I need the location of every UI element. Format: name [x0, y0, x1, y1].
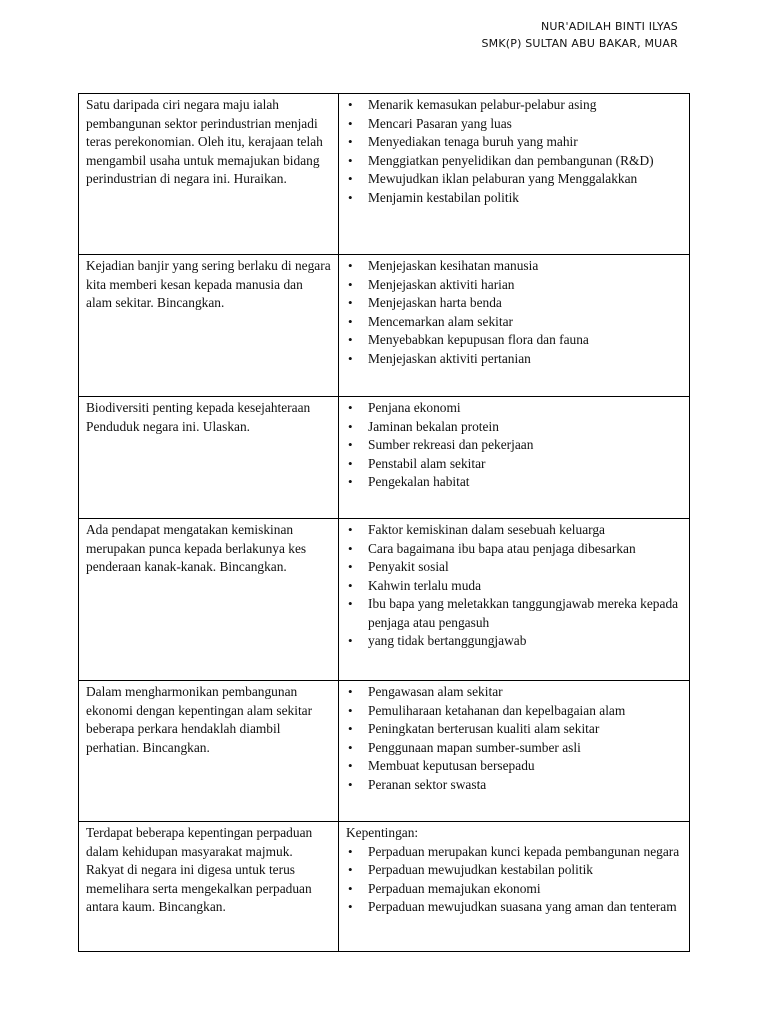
answer-point: • Mewujudkan iklan pelaburan yang Menggalakkan	[346, 170, 683, 189]
answer-list	[346, 257, 683, 368]
answer-point: • Jaminan bekalan protein	[346, 418, 683, 437]
answer-intro: Kepentingan:	[346, 825, 419, 840]
answer-point: • Membuat keputusan bersepadu	[346, 757, 683, 776]
answer-list	[346, 96, 683, 207]
answer-point: • Sumber rekreasi dan pekerjaan	[346, 436, 683, 455]
answer-cell	[339, 519, 690, 681]
answer-cell	[339, 681, 690, 822]
school-name: SMK(P) SULTAN ABU BAKAR, MUAR	[481, 37, 678, 50]
answer-cell	[339, 397, 690, 519]
answer-point: • Menggiatkan penyelidikan dan pembangunan (R&D)	[346, 152, 683, 171]
table-row	[79, 681, 690, 822]
answer-cell	[339, 822, 690, 952]
answer-list	[346, 399, 683, 492]
answer-point: • Peningkatan berterusan kualiti alam sekitar	[346, 720, 683, 739]
answer-point: • Kahwin terlalu muda	[346, 577, 683, 596]
answer-cell	[339, 255, 690, 397]
question-cell: Satu daripada ciri negara maju ialah pembangunan sektor perindustrian menjadi teras perekonomian. Oleh itu, kerajaan telah mengambil usaha untuk memajukan bidang perindustrian di negara ini. Huraikan.	[79, 94, 339, 255]
answer-point: • Faktor kemiskinan dalam sesebuah keluarga	[346, 521, 683, 540]
answer-point: • Pengekalan habitat	[346, 473, 683, 492]
table-row	[79, 822, 690, 952]
table-row	[79, 255, 690, 397]
author-name: NUR'ADILAH BINTI ILYAS	[540, 20, 678, 33]
answer-point: • Menjejaskan kesihatan manusia	[346, 257, 683, 276]
question-cell: Ada pendapat mengatakan kemiskinan merupakan punca kepada berlakunya kes penderaan kanak-kanak. Bincangkan.	[79, 519, 339, 681]
answer-point: • Peranan sektor swasta	[346, 776, 683, 795]
answer-point: • Penstabil alam sekitar	[346, 455, 683, 474]
question-answer-table	[78, 93, 690, 952]
answer-point: • Penjana ekonomi	[346, 399, 683, 418]
answer-point: • Perpaduan merupakan kunci kepada pembangunan negara	[346, 843, 683, 862]
answer-point: • Penyakit sosial	[346, 558, 683, 577]
answer-point: • Mencemarkan alam sekitar	[346, 313, 683, 332]
document-header	[481, 18, 678, 52]
answer-cell	[339, 94, 690, 255]
answer-point: • Menarik kemasukan pelabur-pelabur asing	[346, 96, 683, 115]
answer-point: • yang tidak bertanggungjawab	[346, 632, 683, 651]
question-cell: Kejadian banjir yang sering berlaku di negara kita memberi kesan kepada manusia dan alam sekitar. Bincangkan.	[79, 255, 339, 397]
table-row	[79, 397, 690, 519]
answer-point: • Penggunaan mapan sumber-sumber asli	[346, 739, 683, 758]
answer-point: • Menjejaskan aktiviti harian	[346, 276, 683, 295]
answer-point: • Menjejaskan aktiviti pertanian	[346, 350, 683, 369]
answer-point: • Ibu bapa yang meletakkan tanggungjawab mereka kepada penjaga atau pengasuh	[346, 595, 683, 632]
question-cell: Dalam mengharmonikan pembangunan ekonomi dengan kepentingan alam sekitar beberapa perkara hendaklah diambil perhatian. Bincangkan.	[79, 681, 339, 822]
table-row	[79, 94, 690, 255]
answer-point: • Menjejaskan harta benda	[346, 294, 683, 313]
answer-point: • Perpaduan mewujudkan suasana yang aman dan tenteram	[346, 898, 683, 917]
answer-point: • Perpaduan memajukan ekonomi	[346, 880, 683, 899]
answer-list	[346, 683, 683, 794]
answer-point: • Menjamin kestabilan politik	[346, 189, 683, 208]
answer-point: • Menyebabkan kepupusan flora dan fauna	[346, 331, 683, 350]
answer-point: • Pemuliharaan ketahanan dan kepelbagaian alam	[346, 702, 683, 721]
answer-point: • Cara bagaimana ibu bapa atau penjaga dibesarkan	[346, 540, 683, 559]
answer-point: • Mencari Pasaran yang luas	[346, 115, 683, 134]
question-cell: Terdapat beberapa kepentingan perpaduan dalam kehidupan masyarakat majmuk. Rakyat di negara ini digesa untuk terus memelihara serta mengekalkan perpaduan antara kaum. Bincangkan.	[79, 822, 339, 952]
answer-list	[346, 521, 683, 651]
answer-list	[346, 843, 683, 917]
answer-point: • Pengawasan alam sekitar	[346, 683, 683, 702]
answer-point: • Menyediakan tenaga buruh yang mahir	[346, 133, 683, 152]
answer-point: • Perpaduan mewujudkan kestabilan politik	[346, 861, 683, 880]
table-row	[79, 519, 690, 681]
question-cell: Biodiversiti penting kepada kesejahteraan Penduduk negara ini. Ulaskan.	[79, 397, 339, 519]
